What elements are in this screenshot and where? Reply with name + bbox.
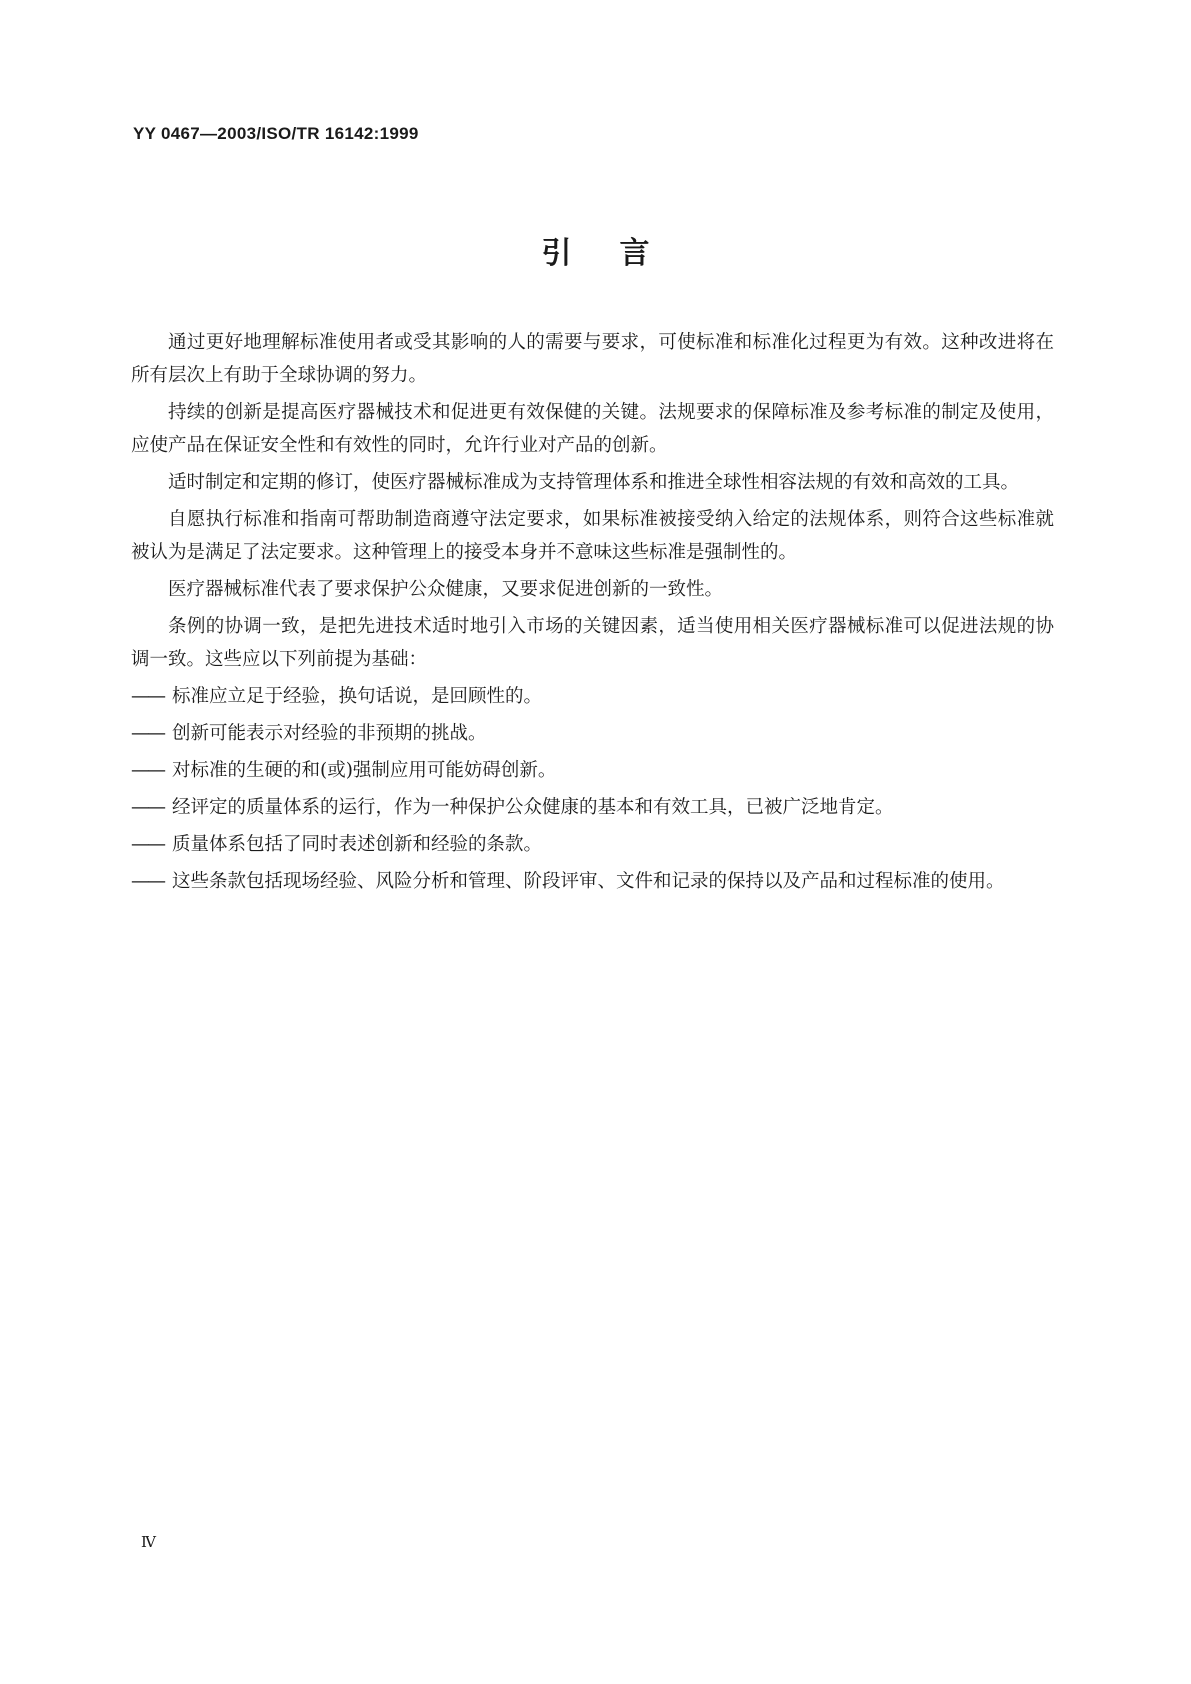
paragraph: 自愿执行标准和指南可帮助制造商遵守法定要求，如果标准被接受纳入给定的法规体系，则符合这些标准就被认为是满足了法定要求。这种管理上的接受本身并不意味这些标准是强制性的。 — [131, 509, 1054, 563]
list-item-text: 标准应立足于经验，换句话说，是回顾性的。 — [172, 686, 543, 707]
list-item-text: 经评定的质量体系的运行，作为一种保护公众健康的基本和有效工具，已被广泛地肯定。 — [172, 797, 894, 818]
list-dash: —— — [131, 834, 164, 855]
page-title: 引言 — [541, 236, 698, 271]
premise-list — [131, 680, 1054, 898]
page-number: Ⅳ — [141, 1533, 156, 1551]
list-dash: —— — [131, 686, 164, 707]
paragraph: 通过更好地理解标准使用者或受其影响的人的需要与要求，可使标准和标准化过程更为有效。这种改进将在所有层次上有助于全球协调的努力。 — [131, 332, 1054, 386]
paragraph: 医疗器械标准代表了要求保护公众健康，又要求促进创新的一致性。 — [168, 579, 724, 600]
standard-code-header: YY 0467—2003/ISO/TR 16142:1999 — [133, 124, 419, 143]
list-item-text: 这些条款包括现场经验、风险分析和管理、阶段评审、文件和记录的保持以及产品和过程标准的使用。 — [172, 871, 1005, 892]
list-item — [131, 680, 1054, 713]
list-item — [131, 828, 1054, 861]
list-item — [131, 791, 1054, 824]
document-body — [131, 326, 1054, 902]
list-dash: —— — [131, 723, 164, 744]
list-item — [131, 717, 1054, 750]
list-dash: —— — [131, 871, 164, 892]
list-item-text: 质量体系包括了同时表述创新和经验的条款。 — [172, 834, 543, 855]
list-item — [131, 865, 1054, 898]
list-item-text: 对标准的生硬的和(或)强制应用可能妨碍创新。 — [172, 760, 557, 781]
list-dash: —— — [131, 760, 164, 781]
list-item — [131, 754, 1054, 787]
paragraph: 持续的创新是提高医疗器械技术和促进更有效保健的关键。法规要求的保障标准及参考标准的制定及使用，应使产品在保证安全性和有效性的同时，允许行业对产品的创新。 — [131, 402, 1054, 456]
paragraph: 条例的协调一致，是把先进技术适时地引入市场的关键因素，适当使用相关医疗器械标准可以促进法规的协调一致。这些应以下列前提为基础： — [131, 616, 1054, 670]
paragraph: 适时制定和定期的修订，使医疗器械标准成为支持管理体系和推进全球性相容法规的有效和高效的工具。 — [168, 472, 1020, 493]
list-dash: —— — [131, 797, 164, 818]
list-item-text: 创新可能表示对经验的非预期的挑战。 — [172, 723, 487, 744]
